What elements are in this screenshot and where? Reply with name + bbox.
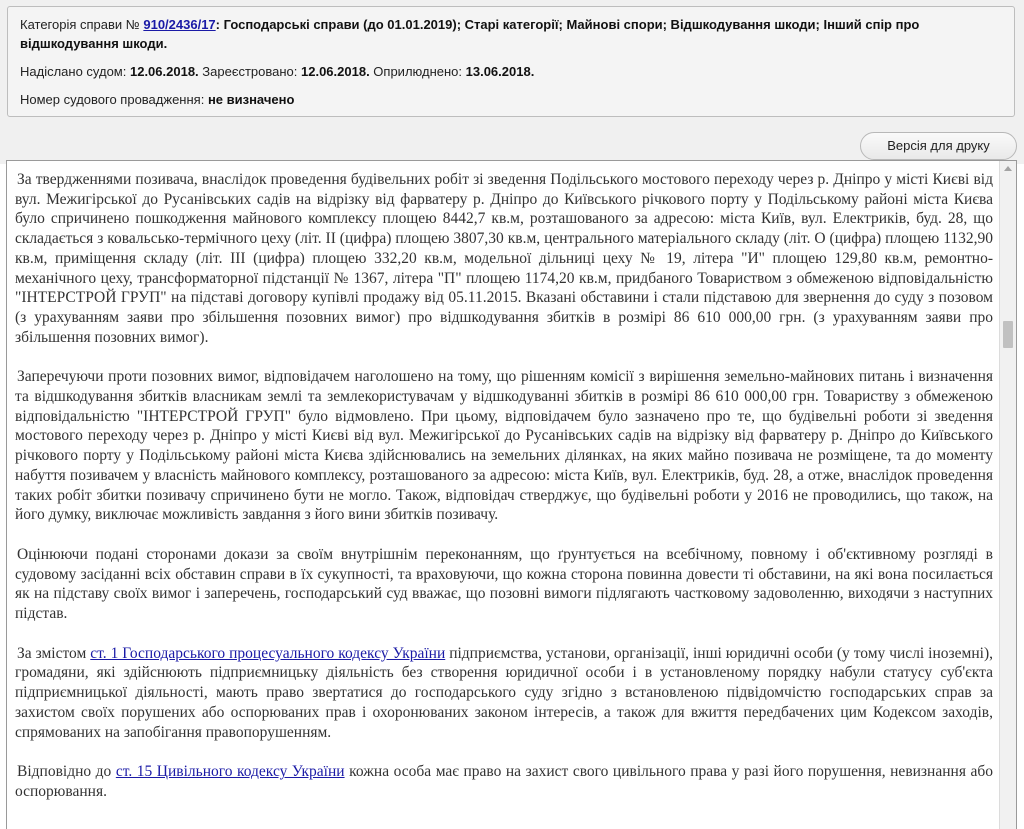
registered-date: 12.06.2018.	[301, 64, 370, 79]
case-category-text: : Господарські справи (до 01.01.2019); Старі категорії; Майнові спори; Відшкодування шкоди; Інший спір про відшкодування шкоди.	[20, 17, 920, 51]
scroll-up-arrow-icon[interactable]	[1004, 166, 1012, 171]
paragraph-4-pre: За змістом	[17, 644, 91, 662]
published-label: Оприлюднено:	[369, 64, 466, 79]
case-dates-line	[20, 62, 1002, 81]
sent-date: 12.06.2018.	[129, 64, 199, 79]
paragraph-1: За твердженнями позивача, внаслідок проведення будівельних робіт зі зведення Подільського мостового переходу через р. Дніпро у місті Києві від вул. Межигірської до Русанівських садів на відрізку від фарватеру р. Дніпро до Київського річкового порту у Подільському районі міста Києва було спричинено пошкодження майнового комплексу площею 8442,7 кв.м, розташованого за адресою: міста Київ, вул. Електриків, буд. 28, що складається з ковальсько-термічного цеху (літ. II (цифра) площею 3807,30 кв.м, центрального матеріального складу (літ. О (цифра) площею 1132,90 кв.м, приміщення складу (літ. III (цифра) площею 332,20 кв.м, модельної дільниці цеху № 19, літера "И" площею 129,80 кв.м, ремонтно-механічного цеху, трансформаторної підстанції № 1367, літера "П" площею 1174,20 кв.м, придбаного Товариством з обмеженою відповідальністю "ІНТЕРСТРОЙ ГРУП" на підставі договору купівлі продажу від 05.11.2015. Вказані обставини і стали підставою для звернення до суду з позовом (з урахуванням заяви про збільшення позовних вимог) про відшкодування збитків в розмірі 86 610 000,00 грн. (з урахуванням заяви про збільшення позовних вимог).	[15, 171, 993, 346]
scrollbar-thumb[interactable]	[1003, 321, 1013, 348]
case-info-panel	[7, 6, 1015, 117]
civil-code-article-15-link[interactable]: ст. 15 Цивільного кодексу України	[115, 763, 345, 781]
paragraph-4-post: підприємства, установи, організації, інші юридичні особи (у тому числі іноземні), громадяни, які здійснюють підприємницьку діяльність без створення юридичної особи і в установленому порядку набули статусу суб'єкта підприємницької діяльності, мають право звертатися до господарського суду згідно з встановленою підвідомчістю господарських справ за захистом своїх порушених або оспорюваних прав і охоронюваних законом інтересів, а також для вжиття передбачених цим Кодексом заходів, спрямованих на запобігання правопорушенням.	[15, 644, 993, 741]
paragraph-5-post: кожна особа має право на захист свого цивільного права у разі його порушення, невизнання або оспорювання.	[15, 763, 993, 800]
published-date: 13.06.2018.	[465, 64, 535, 79]
sent-label: Надіслано судом:	[20, 64, 130, 79]
paragraph-5-pre: Відповідно до	[17, 763, 116, 781]
case-category-label: Категорія справи №	[20, 17, 144, 32]
paragraph-3: Оцінюючи подані сторонами докази за своїм внутрішнім переконанням, що ґрунтується на всебічному, повному і об'єктивному розгляді в судовому засіданні всіх обставин справи в їх сукупності, та враховуючи, що кожна сторона повинна довести ті обставини, на які вона посилається як на підставу своїх вимог і заперечень, господарський суд вважає, що позовні вимоги підлягають частковому задоволенню, виходячи з наступних підстав.	[15, 545, 993, 623]
paragraph-5	[15, 762, 993, 801]
print-version-button[interactable]: Версія для друку	[860, 132, 1017, 160]
proceeding-line	[20, 90, 1002, 109]
proceeding-value: не визначено	[207, 92, 295, 107]
proceeding-label: Номер судового провадження:	[20, 92, 208, 107]
document-scrollbar[interactable]	[999, 161, 1016, 829]
case-number-link[interactable]: 910/2436/17	[143, 17, 216, 32]
top-bar	[0, 0, 1024, 127]
print-toolbar	[0, 127, 1024, 164]
document-frame[interactable]	[6, 160, 1017, 829]
gpk-article-1-link[interactable]: ст. 1 Господарського процесуального кодексу України	[90, 644, 446, 662]
registered-label: Зареєстровано:	[198, 64, 301, 79]
case-category-line	[20, 15, 1002, 53]
paragraph-2: Заперечуючи проти позовних вимог, відповідачем наголошено на тому, що рішенням комісії з вирішення земельно-майнових питань і визначення та відшкодування збитків власникам землі та землекористувачам у відшкодуванні збитків в розмірі 86 610 000,00 грн. Товариству з обмеженою відповідальністю "ІНТЕРСТРОЙ ГРУП" було відмовлено. При цьому, відповідачем було зазначено про те, що будівельні роботи зі зведення мостового переходу через р. Дніпро у місті Києві від вул. Межигірської до Русанівських садів на відрізку від фарватеру р. Дніпро до Київського річкового порту у Подільському районі міста Києва здійснювались на земельних ділянках, на яких майно позивача не розміщене, та до моменту набуття позивачем у власність майнового комплексу, розташованого за адресою: міста Київ, вул. Електриків, буд. 28, а отже, внаслідок проведення таких робіт збитки позивачу спричинено бути не могло. Також, відповідач стверджує, що будівельні роботи у 2016 не проводились, що також, на його думку, виключає можливість завдання з його вини збитків позивачу.	[15, 368, 993, 524]
paragraph-4	[15, 644, 993, 743]
document-text	[15, 170, 993, 822]
